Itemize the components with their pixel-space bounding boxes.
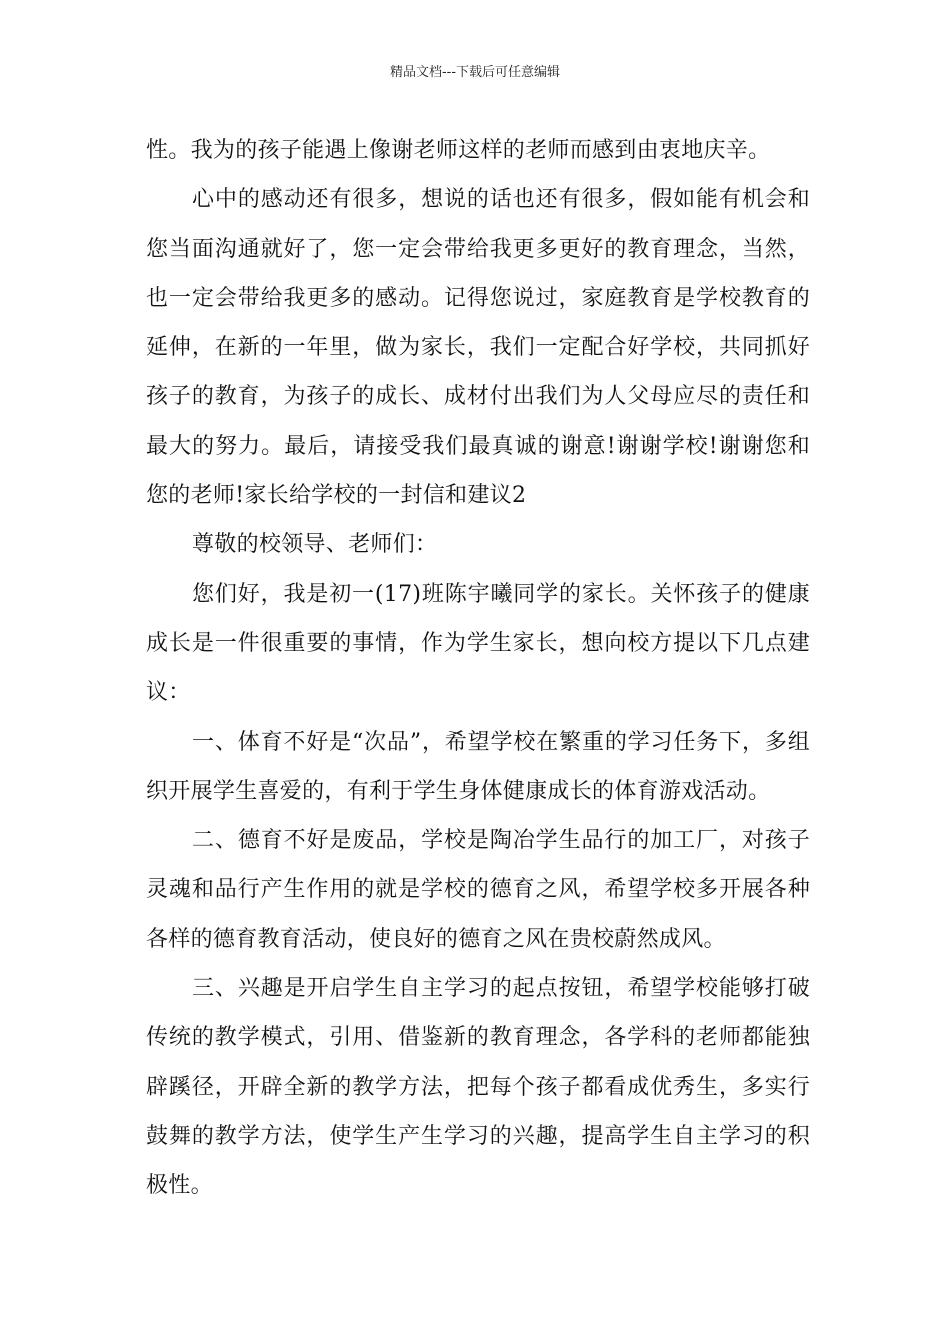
paragraph-salutation: 尊敬的校领导、老师们： — [192, 532, 438, 558]
page-header: 精品文档---下载后可任意编辑 — [389, 65, 561, 80]
paragraph-suggestion-2: 二、德育不好是废品，学校是陶冶学生品行的加工厂，对孩子灵魂和品行产生作用的就是学校的德育之风，希望学校多开展各种各样的德育教育活动，使良好的德育之风在贵校蔚然成风。 — [146, 828, 810, 952]
paragraph-1: 性。我为的孩子能遇上像谢老师这样的老师而感到由衷地庆辛。 — [146, 138, 771, 163]
paragraph-suggestion-3: 三、兴趣是开启学生自主学习的起点按钮，希望学校能够打破传统的教学模式，引用、借鉴新的教育理念，各学科的老师都能独辟蹊径，开辟全新的教学方法，把每个孩子都看成优秀生，多实行鼓舞的教学方法，使学生产生学习的兴趣，提高学生自主学习的积极性。 — [146, 976, 810, 1199]
paragraph-4: 您们好，我是初一(17)班陈宇曦同学的家长。关怀孩子的健康成长是一件很重要的事情，作为学生家长，想向校方提以下几点建议： — [146, 581, 810, 706]
paragraph-2: 心中的感动还有很多，想说的话也还有很多，假如能有机会和您当面沟通就好了，您一定会带给我更多更好的教育理念，当然，也一定会带给我更多的感动。记得您说过，家庭教育是学校教育的延伸，在新的一年里，做为家长，我们一定配合好学校，共同抓好孩子的教育，为孩子的成长、成材付出我们为人父母应尽的责任和最大的努力。最后，请接受我们最真诚的谢意!谢谢学校!谢谢您和您的老师!家长给学校的一封信和建议2 — [146, 187, 810, 509]
document-body — [146, 126, 810, 1211]
paragraph-suggestion-1: 一、体育不好是“次品”，希望学校在繁重的学习任务下，多组织开展学生喜爱的，有利于学生身体健康成长的体育游戏活动。 — [146, 729, 810, 804]
